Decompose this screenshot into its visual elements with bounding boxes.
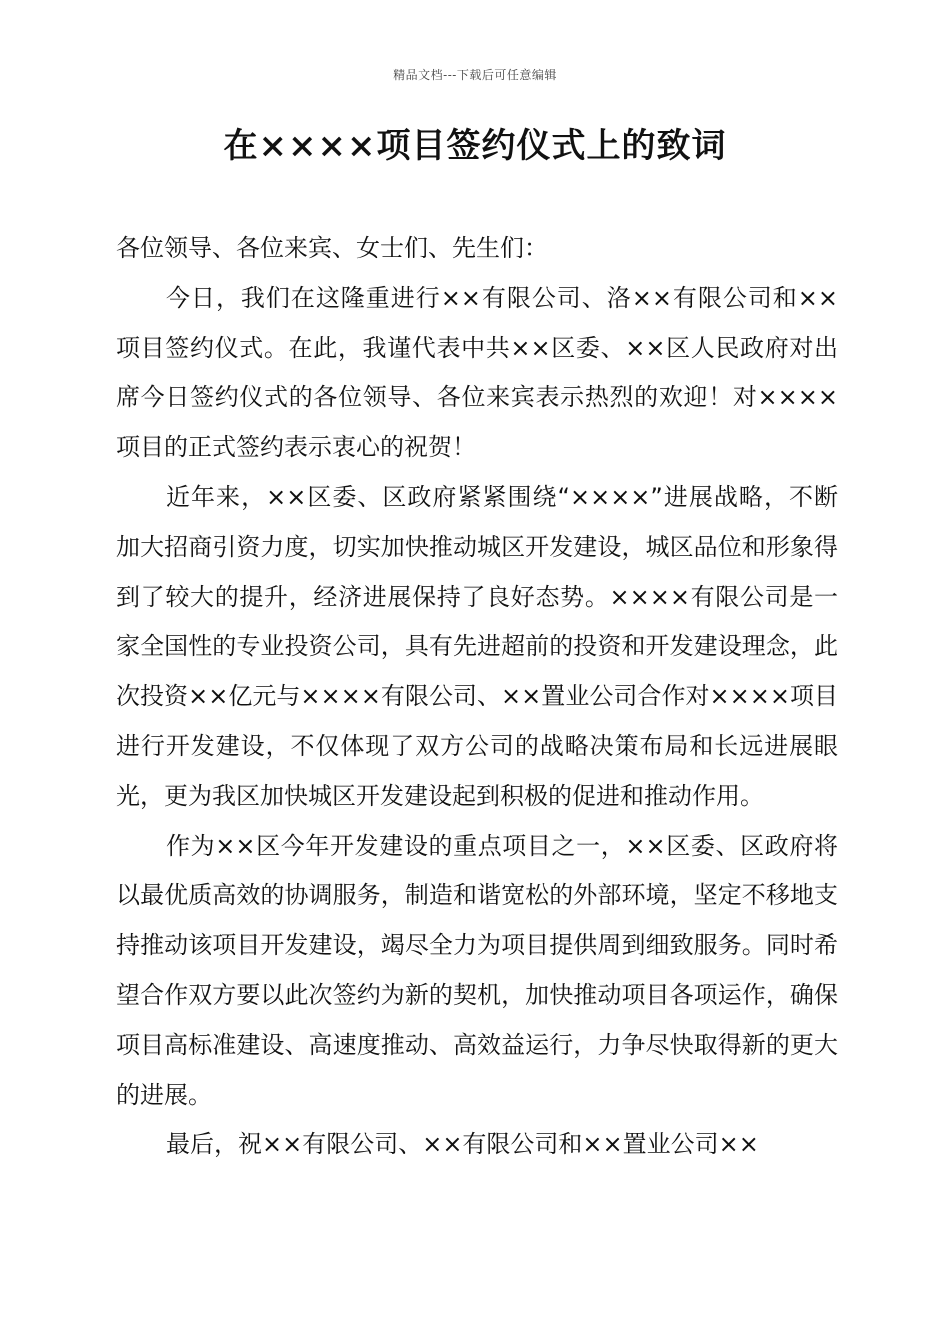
document-header-note: 精品文档---下载后可任意编辑 — [393, 68, 557, 82]
paragraph-closing: 最后，祝××有限公司、××有限公司和××置业公司×× — [166, 1130, 759, 1159]
document-body — [116, 224, 838, 1170]
salutation: 各位领导、各位来宾、女士们、先生们： — [116, 234, 548, 262]
paragraph-background: 近年来，××区委、区政府紧紧围绕“××××”进展战略，不断加大招商引资力度，切实加快推动城区开发建设，城区品位和形象得到了较大的提升，经济进展保持了良好态势。××××有限公司是一家全国性的专业投资公司，具有先进超前的投资和开发建设理念，此次投资××亿元与××××有限公司、××置业公司合作对××××项目进行开发建设，不仅体现了双方公司的战略决策布局和长远进展眼光，更为我区加快城区开发建设起到积极的促进和推动作用。 — [116, 482, 838, 810]
paragraph-welcome: 今日，我们在这隆重进行××有限公司、洛××有限公司和××项目签约仪式。在此，我谨代表中共××区委、××区人民政府对出席今日签约仪式的各位领导、各位来宾表示热烈的欢迎！对××××项目的正式签约表示衷心的祝贺！ — [116, 283, 838, 462]
document-title: 在××××项目签约仪式上的致词 — [223, 126, 727, 166]
paragraph-commitment: 作为××区今年开发建设的重点项目之一，××区委、区政府将以最优质高效的协调服务，制造和谐宽松的外部环境，坚定不移地支持推动该项目开发建设，竭尽全力为项目提供周到细致服务。同时希望合作双方要以此次签约为新的契机，加快推动项目各项运作，确保项目高标准建设、高速度推动、高效益运行，力争尽快取得新的更大的进展。 — [116, 831, 838, 1109]
